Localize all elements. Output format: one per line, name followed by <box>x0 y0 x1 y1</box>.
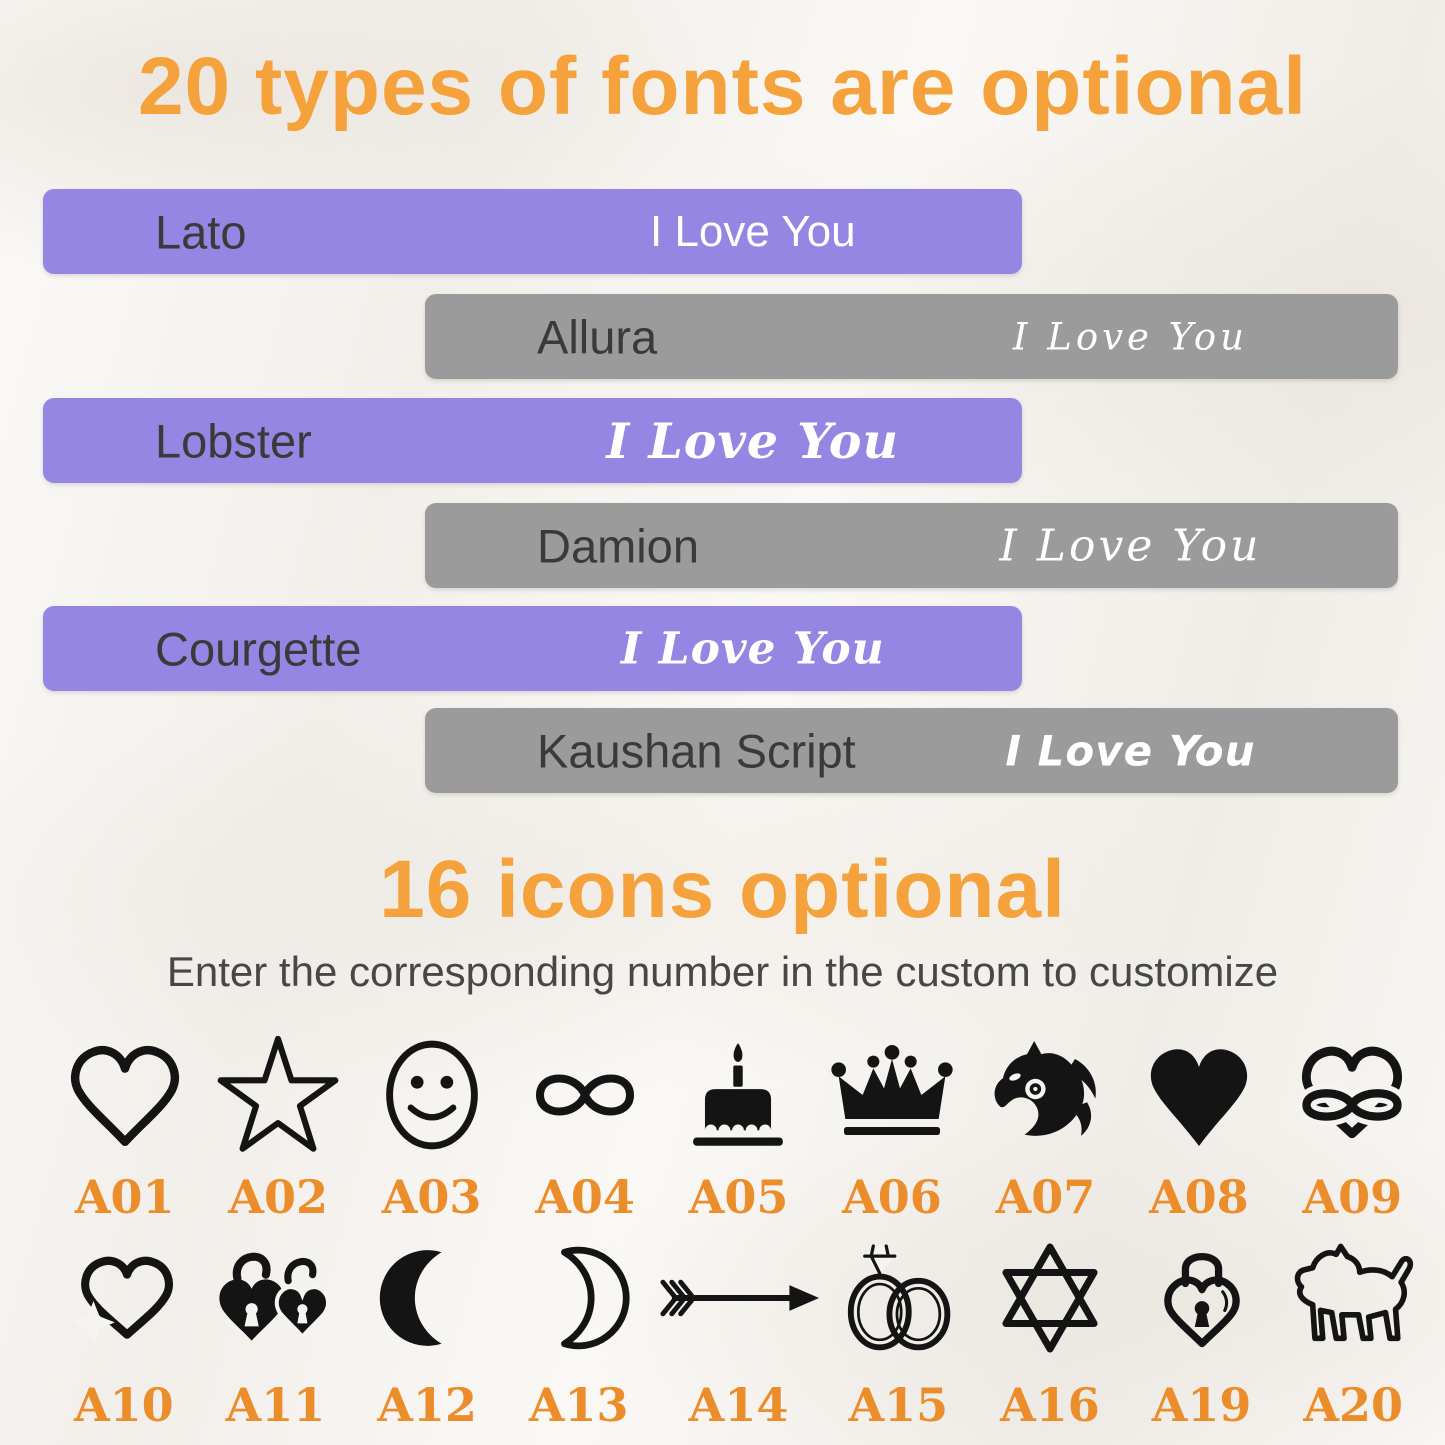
arrow-icon <box>655 1242 823 1354</box>
icon-row-2 <box>48 1242 1429 1432</box>
font-bar-kaushan-script <box>425 708 1398 793</box>
font-sample: I Love You <box>999 520 1262 571</box>
icon-cell <box>1122 1028 1275 1224</box>
star-of-david-icon <box>992 1242 1108 1354</box>
birthday-cake-icon <box>679 1028 797 1162</box>
heart-lock-icon <box>1150 1242 1254 1354</box>
font-sample: I Love You <box>1012 315 1248 358</box>
icon-row-1 <box>48 1028 1429 1224</box>
star-outline-icon <box>217 1028 339 1162</box>
icon-cell <box>1126 1242 1278 1432</box>
icon-cell <box>662 1028 815 1224</box>
font-bar-damion <box>425 503 1398 588</box>
crescent-moon-outline-icon <box>527 1242 631 1354</box>
icon-cell <box>200 1242 352 1432</box>
font-sample: I Love You <box>620 623 885 674</box>
icon-code: A13 <box>528 1378 629 1432</box>
font-name: Damion <box>537 519 699 572</box>
icon-code: A16 <box>1000 1378 1100 1432</box>
icon-code: A11 <box>225 1378 326 1432</box>
icon-cell <box>974 1242 1126 1432</box>
infinity-icon <box>510 1028 660 1162</box>
heart-outline-icon <box>65 1028 185 1162</box>
heart-filled-icon <box>1141 1028 1257 1162</box>
font-name: Courgette <box>155 622 362 675</box>
icon-cell <box>355 1028 508 1224</box>
font-bar-courgette <box>43 606 1022 691</box>
icon-cell <box>969 1028 1122 1224</box>
font-bar-allura <box>425 294 1398 379</box>
icon-code: A08 <box>1148 1170 1249 1224</box>
icon-cell <box>1277 1242 1429 1432</box>
font-name: Lato <box>155 205 247 258</box>
icon-code: A09 <box>1302 1170 1403 1224</box>
icon-code: A12 <box>377 1378 477 1432</box>
icon-code: A07 <box>995 1170 1096 1224</box>
smiley-face-icon <box>379 1028 485 1162</box>
font-name: Lobster <box>155 414 312 467</box>
icon-cell <box>48 1242 200 1432</box>
icon-cell <box>503 1242 655 1432</box>
icon-code: A20 <box>1303 1378 1404 1432</box>
icons-section-title: 16 icons optional <box>379 844 1066 935</box>
icon-code: A05 <box>688 1170 789 1224</box>
font-sample: I Love You <box>1005 726 1256 775</box>
font-bar-lato <box>43 189 1022 274</box>
dog-icon <box>1283 1242 1423 1354</box>
crown-icon <box>825 1028 959 1162</box>
heart-star-icon <box>65 1242 183 1354</box>
icons-section-subtitle: Enter the corresponding number in the custom to customize <box>166 948 1279 995</box>
icon-code: A19 <box>1151 1378 1252 1432</box>
icon-cell <box>351 1242 503 1432</box>
wedding-rings-icon <box>828 1242 968 1354</box>
font-bar-lobster <box>43 398 1022 483</box>
icon-cell <box>48 1028 201 1224</box>
font-sample: I Love You <box>649 206 856 256</box>
icon-cell <box>823 1242 975 1432</box>
icon-code: A02 <box>228 1170 329 1224</box>
icon-code: A01 <box>74 1170 175 1224</box>
icon-cell <box>1276 1028 1429 1224</box>
font-sample: I Love You <box>606 411 900 470</box>
icon-code: A14 <box>688 1378 789 1432</box>
icon-cell <box>201 1028 354 1224</box>
heart-padlocks-icon <box>209 1242 341 1354</box>
font-name: Allura <box>537 310 658 363</box>
crescent-moon-filled-icon <box>375 1242 479 1354</box>
icon-code: A04 <box>535 1170 635 1224</box>
icon-cell <box>508 1028 661 1224</box>
fonts-section-title: 20 types of fonts are optional <box>137 41 1308 132</box>
icon-code: A03 <box>381 1170 482 1224</box>
icon-code: A15 <box>848 1378 949 1432</box>
icon-cell <box>815 1028 968 1224</box>
icon-code: A06 <box>842 1170 942 1224</box>
icon-cell <box>655 1242 823 1432</box>
horse-head-icon <box>979 1028 1111 1162</box>
heart-infinity-icon <box>1288 1028 1416 1162</box>
font-name: Kaushan Script <box>537 724 856 777</box>
icon-code: A10 <box>73 1378 174 1432</box>
